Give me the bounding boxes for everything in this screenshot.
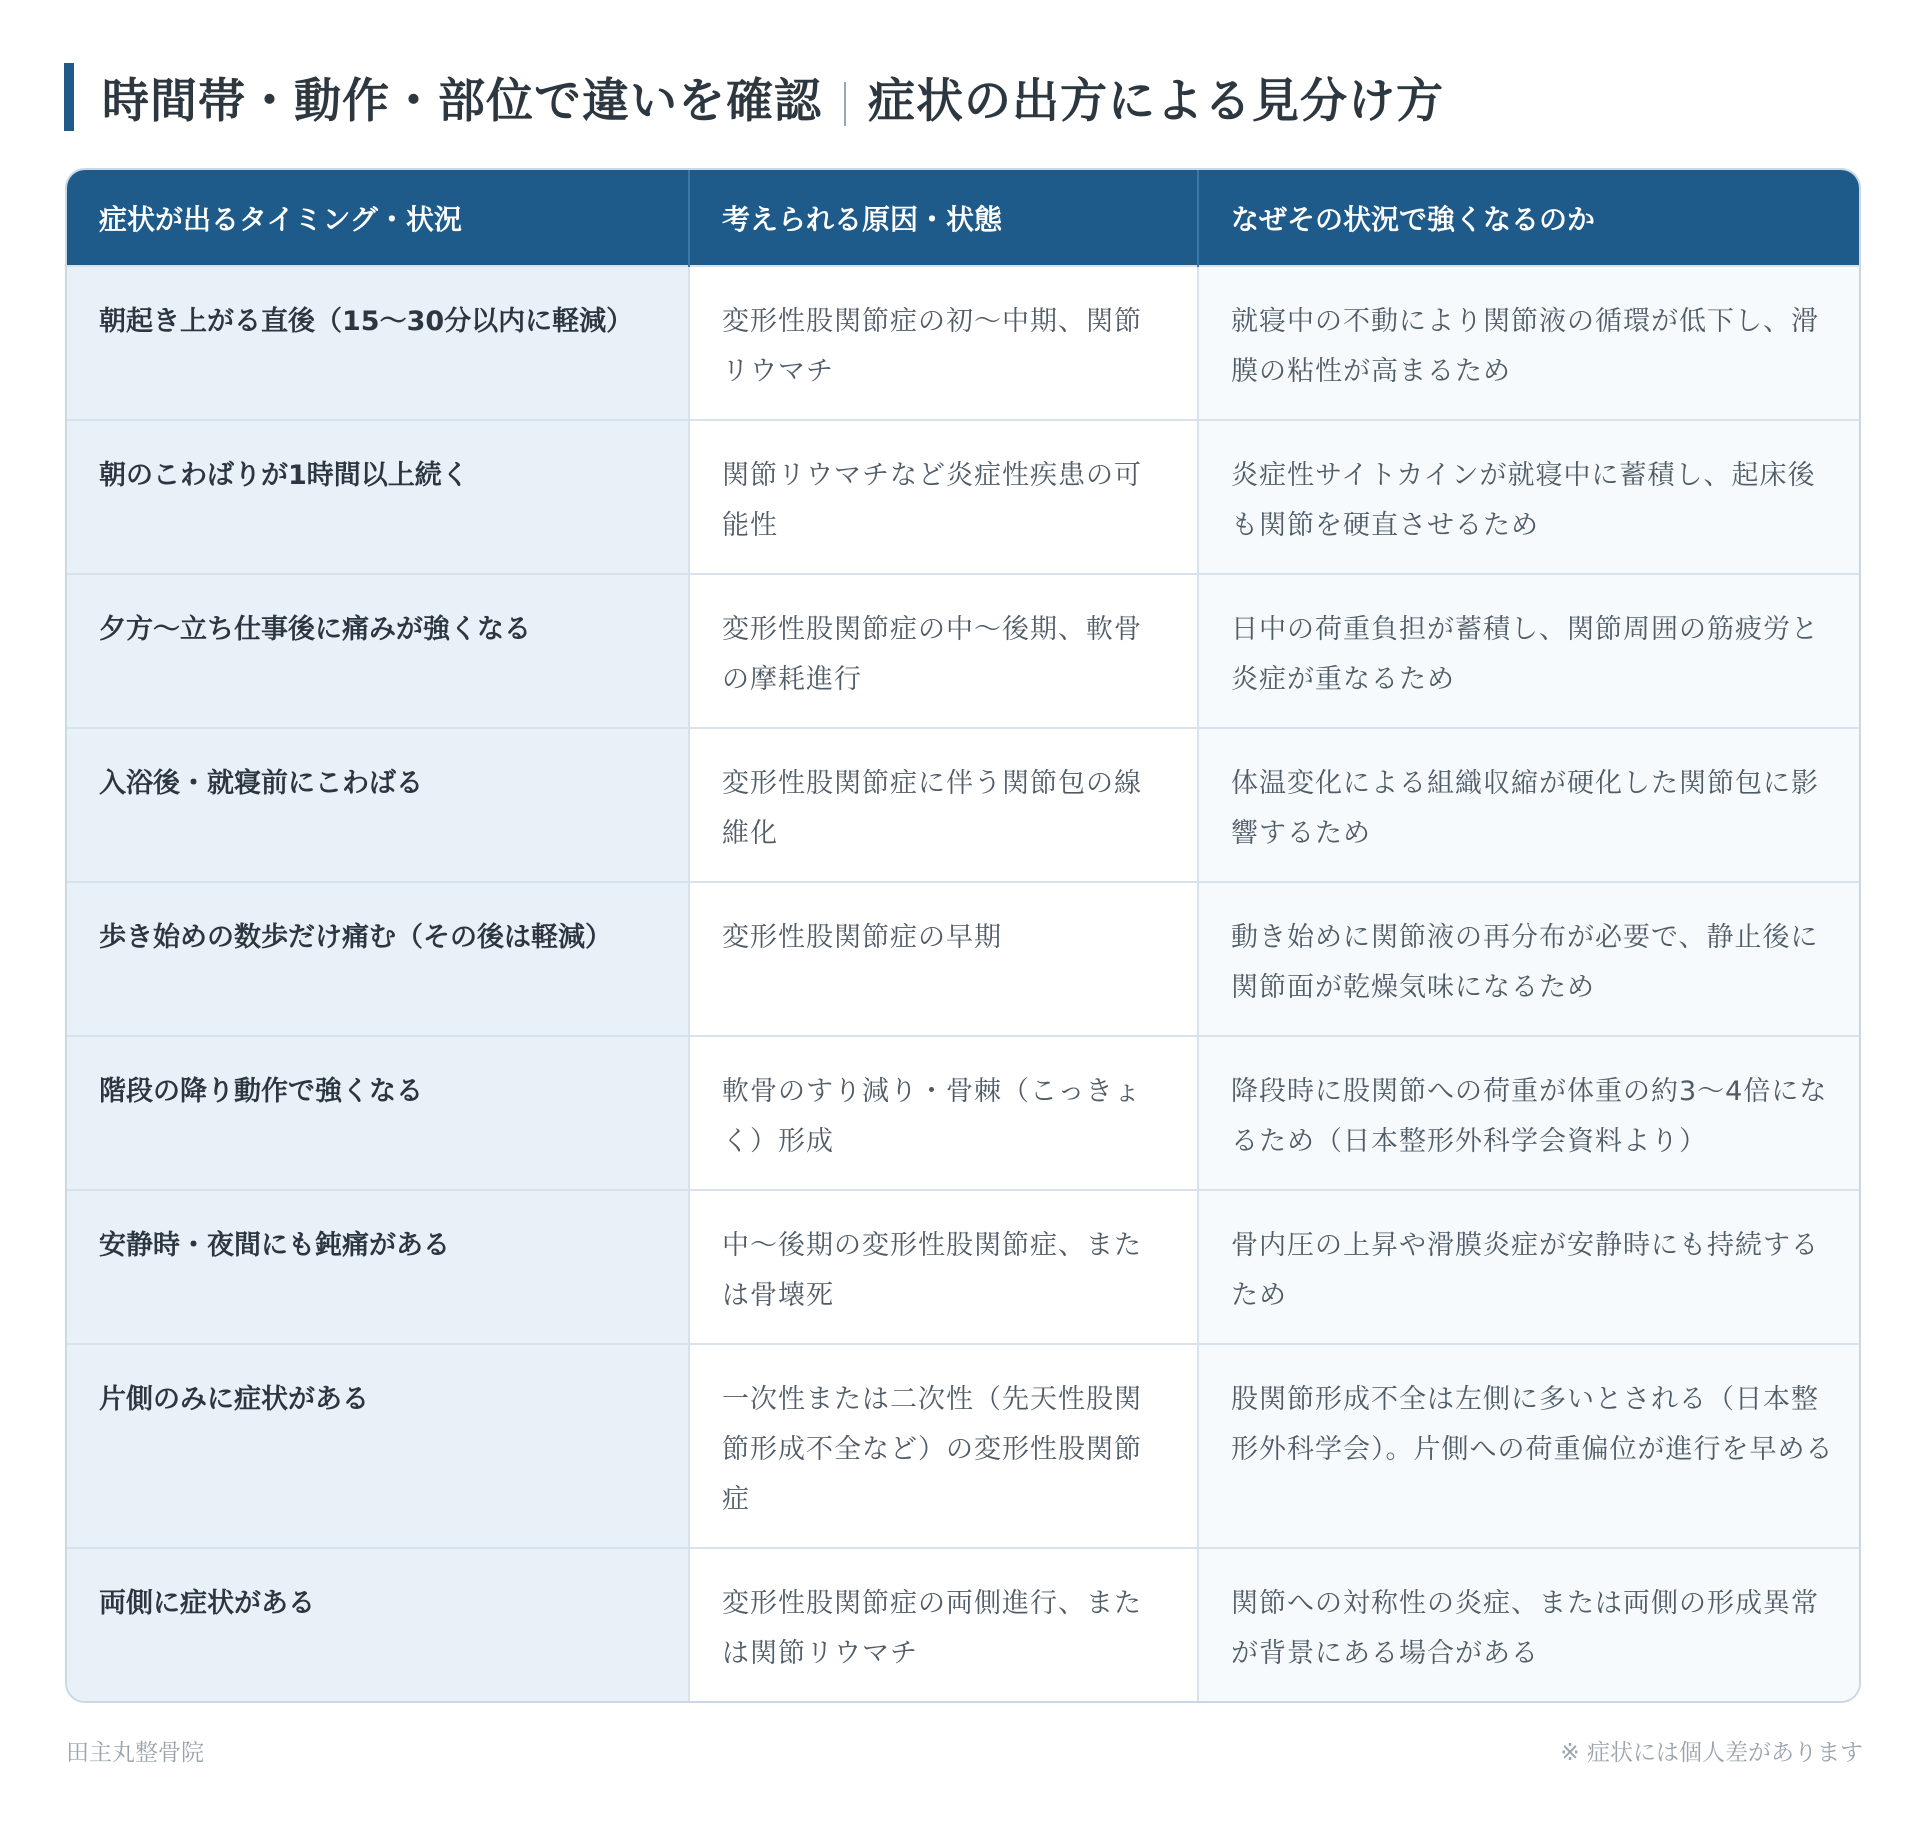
row-condition: 安静時・夜間にも鈍痛がある	[67, 1190, 689, 1344]
row-condition: 朝起き上がる直後（15〜30分以内に軽減）	[67, 266, 689, 420]
row-reason: 体温変化による組織収縮が硬化した関節包に影響するため	[1198, 728, 1859, 882]
row-reason: 関節への対称性の炎症、または両側の形成異常が背景にある場合がある	[1198, 1548, 1859, 1702]
row-condition: 夕方〜立ち仕事後に痛みが強くなる	[67, 574, 689, 728]
table-row	[67, 266, 1859, 420]
row-cause: 軟骨のすり減り・骨棘（こっきょく）形成	[689, 1036, 1198, 1190]
row-reason: 動き始めに関節液の再分布が必要で、静止後に関節面が乾燥気味になるため	[1198, 882, 1859, 1036]
row-cause: 中〜後期の変形性股関節症、または骨壊死	[689, 1190, 1198, 1344]
symptom-table	[67, 170, 1859, 1702]
title-separator	[844, 82, 846, 126]
row-reason: 炎症性サイトカインが就寝中に蓄積し、起床後も関節を硬直させるため	[1198, 420, 1859, 574]
title-sub: 症状の出方による見分け方	[868, 73, 1444, 129]
row-condition: 朝のこわばりが1時間以上続く	[67, 420, 689, 574]
table-row	[67, 1548, 1859, 1702]
disclaimer-note: ※ 症状には個人差があります	[1560, 1740, 1863, 1766]
row-condition: 片側のみに症状がある	[67, 1344, 689, 1548]
row-reason: 日中の荷重負担が蓄積し、関節周囲の筋疲労と炎症が重なるため	[1198, 574, 1859, 728]
symptom-table-card	[65, 168, 1861, 1703]
row-reason: 降段時に股関節への荷重が体重の約3〜4倍になるため（日本整形外科学会資料より）	[1198, 1036, 1859, 1190]
row-condition: 両側に症状がある	[67, 1548, 689, 1702]
title-text	[102, 64, 1444, 131]
row-condition: 階段の降り動作で強くなる	[67, 1036, 689, 1190]
row-reason: 骨内圧の上昇や滑膜炎症が安静時にも持続するため	[1198, 1190, 1859, 1344]
row-cause: 変形性股関節症に伴う関節包の線維化	[689, 728, 1198, 882]
table-header-row	[67, 170, 1859, 266]
row-cause: 関節リウマチなど炎症性疾患の可能性	[689, 420, 1198, 574]
table-row	[67, 728, 1859, 882]
column-header-cause: 考えられる原因・状態	[689, 170, 1198, 266]
table-row	[67, 1344, 1859, 1548]
title-main: 時間帯・動作・部位で違いを確認	[102, 73, 822, 129]
column-header-timing: 症状が出るタイミング・状況	[67, 170, 689, 266]
table-row	[67, 574, 1859, 728]
row-cause: 変形性股関節症の両側進行、または関節リウマチ	[689, 1548, 1198, 1702]
row-reason: 就寝中の不動により関節液の循環が低下し、滑膜の粘性が高まるため	[1198, 266, 1859, 420]
row-condition: 入浴後・就寝前にこわばる	[67, 728, 689, 882]
table-row	[67, 420, 1859, 574]
row-reason: 股関節形成不全は左側に多いとされる（日本整形外科学会）。片側への荷重偏位が進行を早める	[1198, 1344, 1859, 1548]
column-header-reason: なぜその状況で強くなるのか	[1231, 202, 1596, 236]
table-row	[67, 882, 1859, 1036]
row-cause: 一次性または二次性（先天性股関節形成不全など）の変形性股関節症	[689, 1344, 1198, 1548]
row-condition: 歩き始めの数歩だけ痛む（その後は軽減）	[67, 882, 689, 1036]
title-accent-bar	[64, 63, 74, 131]
page-title	[64, 62, 1444, 132]
row-cause: 変形性股関節症の中〜後期、軟骨の摩耗進行	[689, 574, 1198, 728]
table-row	[67, 1190, 1859, 1344]
clinic-name: 田主丸整骨院	[66, 1740, 204, 1766]
table-row	[67, 1036, 1859, 1190]
row-cause: 変形性股関節症の早期	[689, 882, 1198, 1036]
row-cause: 変形性股関節症の初〜中期、関節リウマチ	[689, 266, 1198, 420]
